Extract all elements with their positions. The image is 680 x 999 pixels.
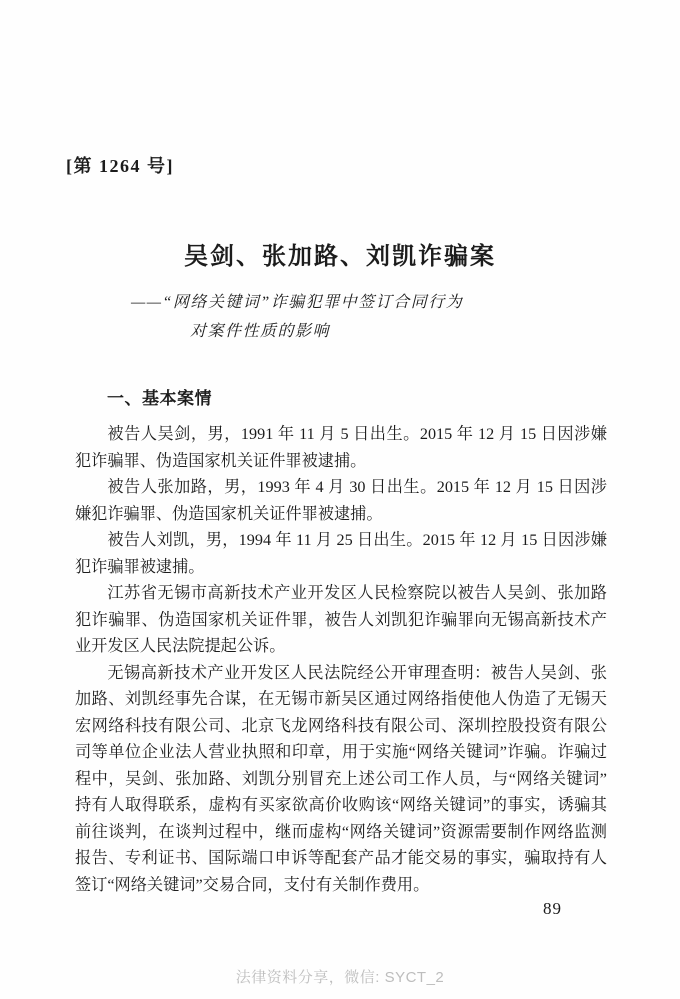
- case-number: [第 1264 号]: [66, 156, 174, 176]
- body-paragraph: 江苏省无锡市高新技术产业开发区人民检察院以被告人吴剑、张加路犯诈骗罪、伪造国家机关证件罪，被告人刘凯犯诈骗罪向无锡高新技术产业开发区人民法院提起公诉。: [75, 584, 607, 655]
- case-subtitle-line1: ——“网络关键词”诈骗犯罪中签订合同行为: [131, 294, 464, 311]
- body-paragraph: 被告人刘凯，男，1994 年 11 月 25 日出生。2015 年 12 月 15 日因涉嫌犯诈骗罪被逮捕。: [75, 531, 607, 576]
- footer-watermark: 法律资料分享，微信: SYCT_2: [235, 969, 445, 986]
- body-paragraph: 无锡高新技术产业开发区人民法院经公开审理查明：被告人吴剑、张加路、刘凯经事先合谋，在无锡市新吴区通过网络指使他人伪造了无锡天宏网络科技有限公司、北京飞龙网络科技有限公司、深圳控股投资有限公司等单位企业法人营业执照和印章，用于实施“网络关键词”诈骗。诈骗过程中，吴剑、张加路、刘凯分别冒充上述公司工作人员，与“网络关键词”持有人取得联系，虚构有买家欲高价收购该“网络关键词”的事实，诱骗其前往谈判，在谈判过程中，继而虚构“网络关键词”资源需要制作网络监测报告、专利证书、国际端口申诉等配套产品才能交易的事实，骗取持有人签订“网络关键词”交易合同，支付有关制作费用。: [75, 663, 607, 894]
- case-subtitle-line2: 对案件性质的影响: [190, 323, 331, 340]
- page-number: 89: [543, 899, 562, 918]
- body-paragraph: 被告人张加路，男，1993 年 4 月 30 日出生。2015 年 12 月 15 日因涉嫌犯诈骗罪、伪造国家机关证件罪被逮捕。: [75, 478, 607, 523]
- case-title: 吴剑、张加路、刘凯诈骗案: [184, 244, 496, 270]
- case-body-text: [75, 421, 607, 898]
- body-paragraph: 被告人吴剑，男，1991 年 11 月 5 日出生。2015 年 12 月 15 日因涉嫌犯诈骗罪、伪造国家机关证件罪被逮捕。: [75, 425, 607, 470]
- section-heading-basic-facts: 一、基本案情: [107, 389, 212, 408]
